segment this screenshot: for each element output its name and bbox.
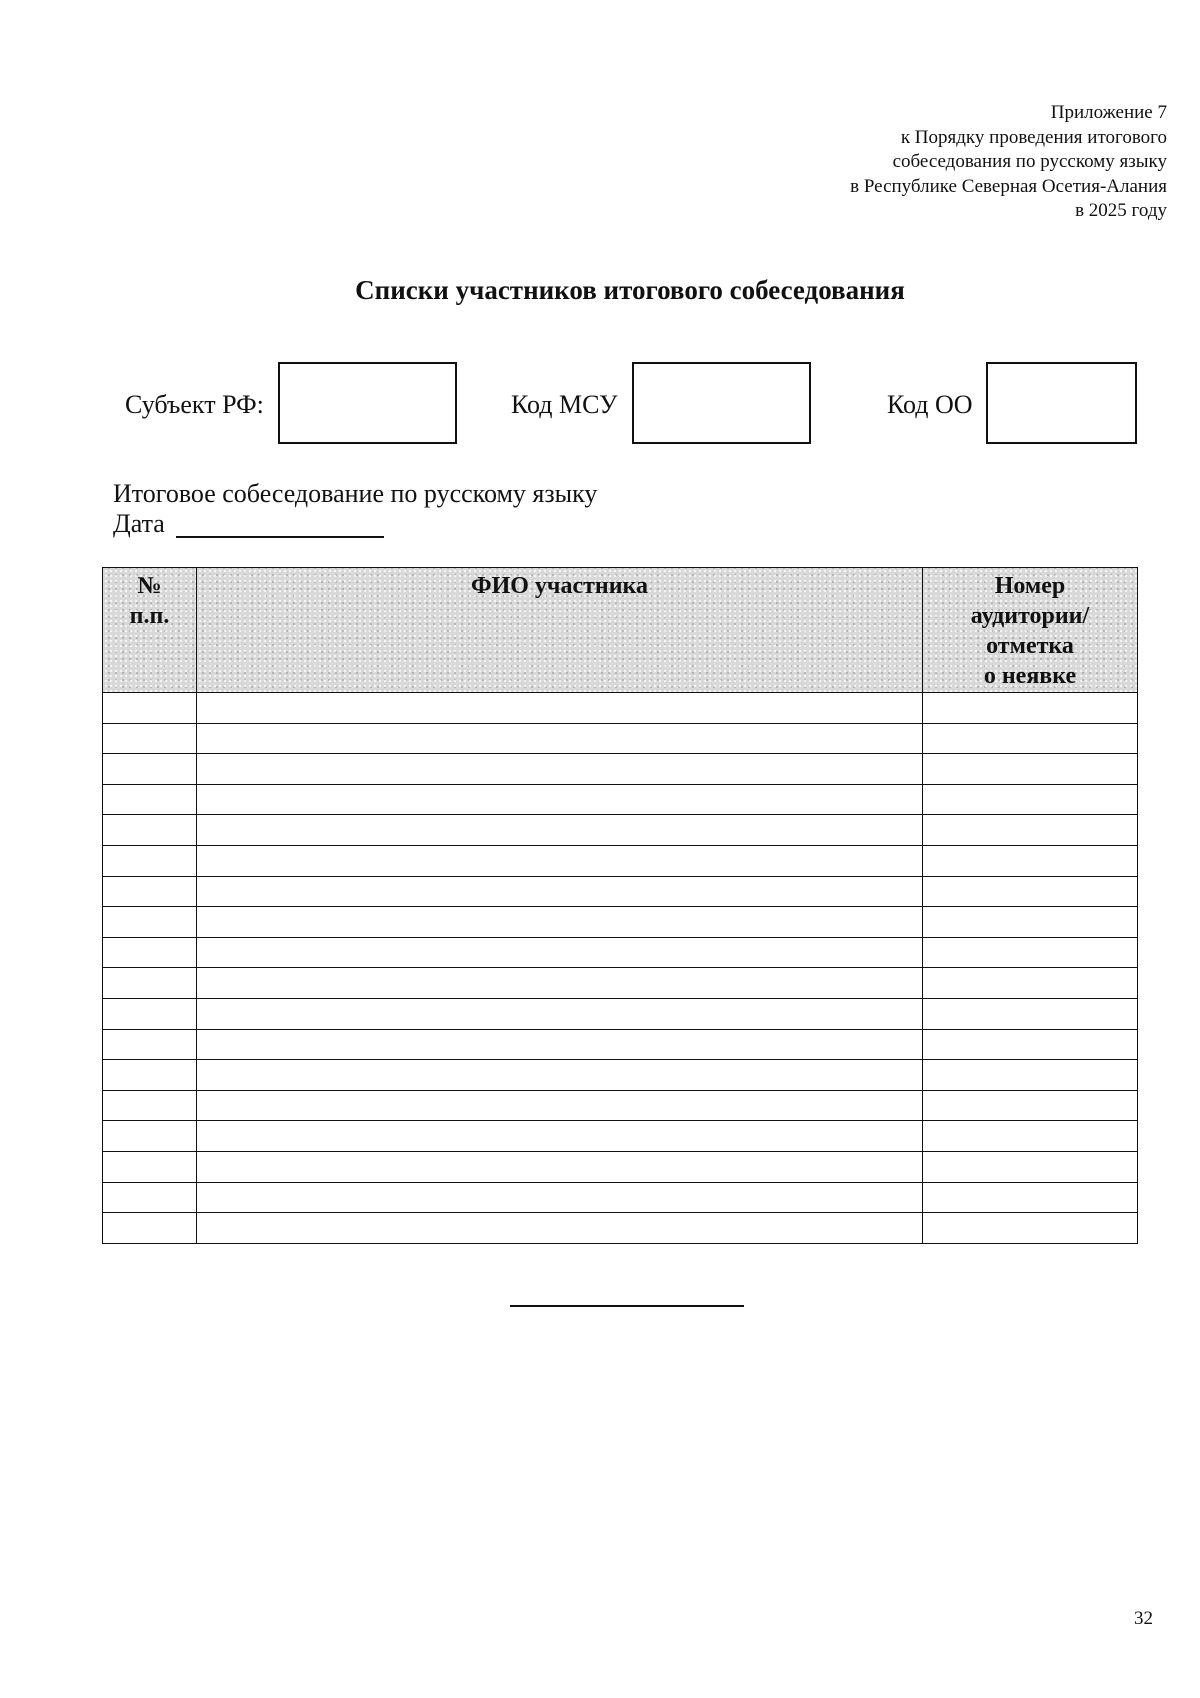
- oo-code-box[interactable]: [986, 362, 1137, 444]
- exam-name: Итоговое собеседование по русскому языку: [113, 479, 598, 508]
- row-room-cell[interactable]: [923, 1121, 1138, 1152]
- row-fio-cell[interactable]: [197, 876, 923, 907]
- appendix-line: Приложение 7: [1050, 102, 1167, 123]
- subject-label: Субъект РФ:: [125, 390, 264, 419]
- row-room-cell[interactable]: [923, 1090, 1138, 1121]
- header-number-line: п.п.: [129, 603, 170, 629]
- header-room-line: Номер: [994, 573, 1066, 599]
- row-number-cell[interactable]: [103, 815, 197, 846]
- table-row: [103, 1182, 1138, 1213]
- msu-label: Код МСУ: [511, 390, 618, 419]
- appendix-line: в Республике Северная Осетия-Алания: [850, 175, 1167, 197]
- appendix-line: к Порядку проведения итогового: [900, 126, 1167, 148]
- row-fio-cell[interactable]: [197, 968, 923, 999]
- table-row: [103, 1213, 1138, 1244]
- table-row: [103, 937, 1138, 968]
- row-fio-cell[interactable]: [197, 815, 923, 846]
- table-body: [103, 693, 1138, 1244]
- row-number-cell[interactable]: [103, 937, 197, 968]
- row-number-cell[interactable]: [103, 907, 197, 938]
- row-room-cell[interactable]: [923, 754, 1138, 785]
- table-row: [103, 968, 1138, 999]
- header-fio-line: ФИО участника: [470, 573, 649, 599]
- row-room-cell[interactable]: [923, 998, 1138, 1029]
- subject-code-box[interactable]: [278, 362, 457, 444]
- document-title: Списки участников итогового собеседования: [355, 275, 905, 305]
- row-room-cell[interactable]: [923, 1060, 1138, 1091]
- row-number-cell[interactable]: [103, 1182, 197, 1213]
- row-number-cell[interactable]: [103, 968, 197, 999]
- row-room-cell[interactable]: [923, 937, 1138, 968]
- row-fio-cell[interactable]: [197, 937, 923, 968]
- row-number-cell[interactable]: [103, 754, 197, 785]
- row-number-cell[interactable]: [103, 693, 197, 724]
- header-number: [103, 568, 197, 693]
- row-fio-cell[interactable]: [197, 1029, 923, 1060]
- table-row: [103, 845, 1138, 876]
- row-fio-cell[interactable]: [197, 754, 923, 785]
- header-number-line: №: [137, 573, 162, 599]
- row-number-cell[interactable]: [103, 845, 197, 876]
- header-room-line: аудитории/: [970, 603, 1090, 629]
- table-row: [103, 723, 1138, 754]
- row-fio-cell[interactable]: [197, 723, 923, 754]
- row-room-cell[interactable]: [923, 845, 1138, 876]
- row-room-cell[interactable]: [923, 1213, 1138, 1244]
- date-blank-line[interactable]: [176, 536, 384, 538]
- table-row: [103, 784, 1138, 815]
- row-room-cell[interactable]: [923, 784, 1138, 815]
- row-number-cell[interactable]: [103, 876, 197, 907]
- page-number: 32: [1134, 1608, 1153, 1629]
- row-room-cell[interactable]: [923, 907, 1138, 938]
- row-number-cell[interactable]: [103, 1121, 197, 1152]
- row-number-cell[interactable]: [103, 1060, 197, 1091]
- header-fio: [197, 568, 923, 693]
- row-fio-cell[interactable]: [197, 1121, 923, 1152]
- row-room-cell[interactable]: [923, 1182, 1138, 1213]
- row-room-cell[interactable]: [923, 723, 1138, 754]
- header-room: [923, 568, 1138, 693]
- table-row: [103, 693, 1138, 724]
- row-fio-cell[interactable]: [197, 1151, 923, 1182]
- appendix-line: в 2025 году: [1075, 200, 1167, 221]
- table-row: [103, 1029, 1138, 1060]
- row-room-cell[interactable]: [923, 693, 1138, 724]
- row-room-cell[interactable]: [923, 968, 1138, 999]
- row-number-cell[interactable]: [103, 1029, 197, 1060]
- table-row: [103, 754, 1138, 785]
- row-fio-cell[interactable]: [197, 784, 923, 815]
- row-room-cell[interactable]: [923, 815, 1138, 846]
- table-row: [103, 815, 1138, 846]
- table-row: [103, 876, 1138, 907]
- participants-table: [102, 567, 1138, 1244]
- row-room-cell[interactable]: [923, 876, 1138, 907]
- row-fio-cell[interactable]: [197, 693, 923, 724]
- table-row: [103, 998, 1138, 1029]
- row-number-cell[interactable]: [103, 1090, 197, 1121]
- appendix-note: [850, 101, 1167, 224]
- row-number-cell[interactable]: [103, 784, 197, 815]
- table-header-row: [103, 568, 1138, 693]
- header-room-line: отметка: [986, 633, 1074, 659]
- row-fio-cell[interactable]: [197, 1213, 923, 1244]
- row-room-cell[interactable]: [923, 1029, 1138, 1060]
- date-label: Дата: [113, 509, 165, 538]
- row-number-cell[interactable]: [103, 723, 197, 754]
- table-row: [103, 1060, 1138, 1091]
- appendix-line: собеседования по русскому языку: [892, 151, 1167, 172]
- signature-line: [510, 1305, 744, 1307]
- row-number-cell[interactable]: [103, 1151, 197, 1182]
- row-fio-cell[interactable]: [197, 1090, 923, 1121]
- row-number-cell[interactable]: [103, 998, 197, 1029]
- row-room-cell[interactable]: [923, 1151, 1138, 1182]
- header-room-line: о неявке: [983, 663, 1077, 689]
- row-fio-cell[interactable]: [197, 1182, 923, 1213]
- row-fio-cell[interactable]: [197, 845, 923, 876]
- table-row: [103, 1090, 1138, 1121]
- row-fio-cell[interactable]: [197, 1060, 923, 1091]
- row-number-cell[interactable]: [103, 1213, 197, 1244]
- msu-code-box[interactable]: [632, 362, 811, 444]
- row-fio-cell[interactable]: [197, 907, 923, 938]
- table-row: [103, 907, 1138, 938]
- table-row: [103, 1151, 1138, 1182]
- row-fio-cell[interactable]: [197, 998, 923, 1029]
- table-row: [103, 1121, 1138, 1152]
- oo-label: Код ОО: [887, 390, 973, 419]
